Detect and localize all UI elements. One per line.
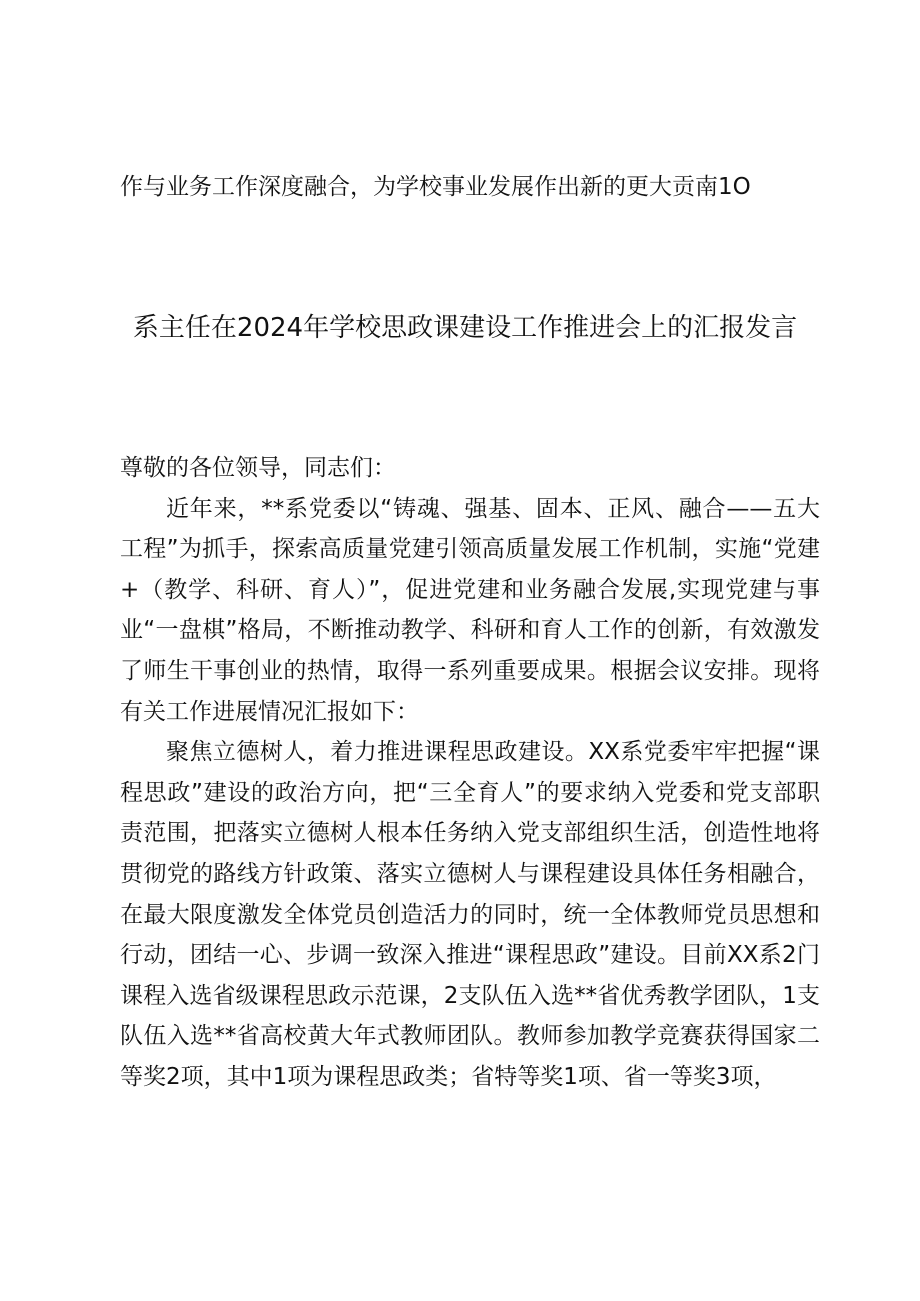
paragraph-course-ideology: 聚焦立德树人，着力推进课程思政建设。XX系党委牢牢把握“课程思政”建设的政治方向，把“三全育人”的要求纳入党委和党支部职责范围，把落实立德树人根本任务纳入党支部组织生活，创造性地将贯彻党的路线方针政策、落实立德树人与课程建设具体任务相融合，在最大限度激发全体党员创造活力的同时，统一全体教师党员思想和行动，团结一心、步调一致深入推进“课程思政”建设。目前XX系2门课程入选省级课程思政示范课，2支队伍入选**省优秀教学团队，1支队伍入选**省高校黄大年式教师团队。教师参加教学竞赛获得国家二等奖2项，其中1项为课程思政类；省特等奖1项、省一等奖3项， (120, 739, 820, 1090)
speech-body (120, 448, 820, 1098)
previous-section-closing-line: 作与业务工作深度融合，为学校事业发展作出新的更大贡南1O (120, 174, 751, 200)
salutation: 尊敬的各位领导，同志们： (120, 455, 396, 481)
speech-title: 系主任在2024年学校思政课建设工作推进会上的汇报发言 (132, 313, 798, 343)
paragraph-introduction: 近年来，**系党委以“铸魂、强基、固本、正风、融合——五大工程”为抓手，探索高质量党建引领高质量发展工作机制，实施“党建+（教学、科研、育人）”，促进党建和业务融合发展,实现党建与事业“一盘棋”格局，不断推动教学、科研和育人工作的创新，有效激发了师生干事创业的热情，取得一系列重要成果。根据会议安排。现将有关工作进展情况汇报如下： (120, 495, 820, 725)
